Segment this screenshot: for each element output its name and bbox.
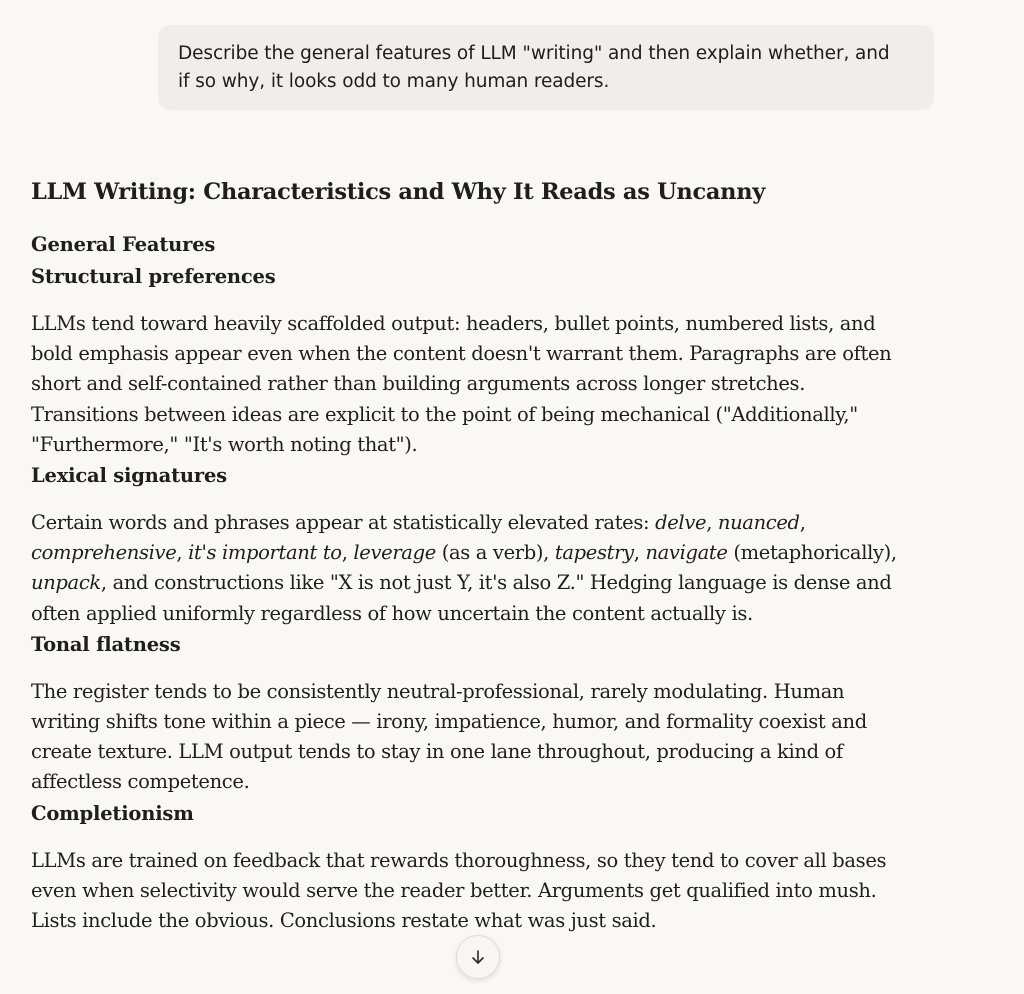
assistant-response	[31, 168, 901, 936]
word-nuanced: nuanced	[717, 511, 800, 535]
paragraph-completionism: LLMs are trained on feedback that rewards thoroughness, so they tend to cover all bases even when selectivity would serve the reader better. Arguments get qualified into mush. Lists include the obvious. Conclusions restate what was just said.	[31, 848, 887, 933]
word-comprehensive: comprehensive	[31, 541, 177, 565]
separator: ,	[799, 511, 806, 535]
user-message-line-2: if so why, it looks odd to many human readers.	[178, 71, 610, 92]
separator: ,	[341, 541, 354, 565]
separator: ,	[706, 511, 718, 535]
word-delve: delve	[655, 511, 707, 535]
separator: (metaphorically),	[727, 541, 897, 565]
subheading-lexical-signatures: Lexical signatures	[31, 464, 227, 488]
separator: ,	[633, 541, 646, 565]
paragraph-lexical-signatures	[31, 508, 901, 629]
paragraph-structural-preferences: LLMs tend toward heavily scaffolded output: headers, bullet points, numbered lists, and bold emphasis appear even when the content doesn't warrant them. Paragraphs are often short and self-contained rather than building arguments across longer stretches. Transitions between ideas are explicit to the point of being mechanical ("Additionally," "Furthermore," "It's worth noting that").	[31, 312, 892, 456]
user-message-line-1: Describe the general features of LLM "writing" and then explain whether, and	[178, 43, 890, 64]
separator: (as a verb),	[435, 541, 555, 565]
subheading-tonal-flatness: Tonal flatness	[31, 632, 181, 656]
word-unpack: unpack	[31, 571, 101, 595]
lexical-intro: Certain words and phrases appear at statistically elevated rates:	[31, 511, 656, 535]
scroll-to-bottom-button[interactable]	[456, 935, 500, 979]
word-navigate: navigate	[645, 541, 728, 565]
word-tapestry: tapestry	[554, 541, 634, 565]
user-message-bubble	[158, 25, 934, 110]
phrase-its-important-to: it's important to	[188, 541, 342, 565]
arrow-down-icon	[469, 948, 487, 966]
lexical-rest: , and constructions like "X is not just Y, it's also Z." Hedging language is dense and often applied uniformly regardless of how uncertain the content actually is.	[31, 571, 892, 625]
section-heading-general-features: General Features	[31, 233, 216, 256]
paragraph-tonal-flatness: The register tends to be consistently neutral-professional, rarely modulating. Human writing shifts tone within a piece — irony, impatience, humor, and formality coexist and create texture. LLM output tends to stay in one lane throughout, producing a kind of affectless competence.	[31, 679, 867, 794]
subheading-structural-preferences: Structural preferences	[31, 265, 276, 288]
subheading-completionism: Completionism	[31, 801, 194, 825]
separator: ,	[176, 541, 189, 565]
response-title: LLM Writing: Characteristics and Why It Reads as Uncanny	[31, 179, 766, 205]
word-leverage: leverage	[353, 541, 436, 565]
